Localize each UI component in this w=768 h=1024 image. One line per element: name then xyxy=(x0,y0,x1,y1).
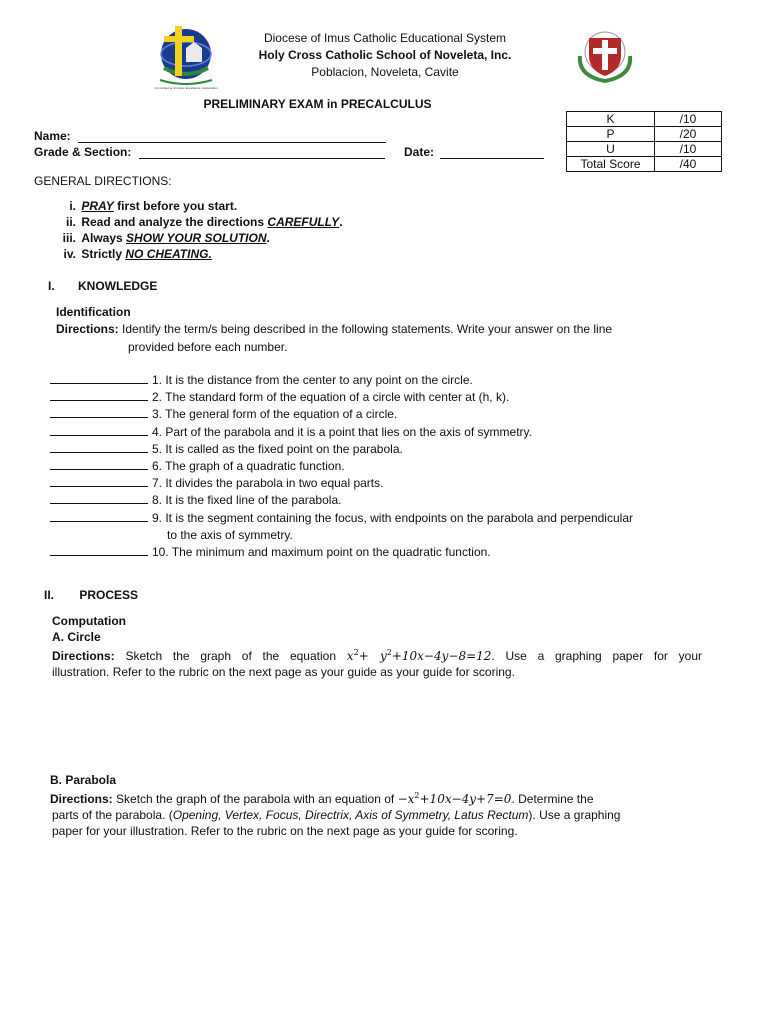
exam-title: PRELIMINARY EXAM in PRECALCULUS xyxy=(203,97,432,111)
parabola-heading: B. Parabola xyxy=(50,773,117,787)
score-row xyxy=(567,142,722,157)
directions-text: Sketch the graph of the equation xyxy=(125,649,337,663)
general-directions-heading: GENERAL DIRECTIONS: xyxy=(34,174,172,188)
item-text: 10. The minimum and maximum point on the quadratic function. xyxy=(152,545,491,560)
section-process-heading xyxy=(44,588,138,602)
direction-emphasis: SHOW YOUR SOLUTION xyxy=(126,231,267,245)
answer-line[interactable] xyxy=(50,372,148,384)
direction-number: iv. xyxy=(63,247,76,261)
direction-text: first before you start. xyxy=(113,199,238,213)
cross-shield-icon xyxy=(572,26,638,84)
score-value: /10 xyxy=(655,112,722,127)
school-name: Holy Cross Catholic School of Noveleta, Inc. xyxy=(258,48,512,62)
score-row xyxy=(567,127,722,142)
parabola-directions xyxy=(50,788,702,839)
direction-item xyxy=(34,214,343,230)
list-item xyxy=(50,406,740,423)
item-text: 6. The graph of a quadratic function. xyxy=(152,459,345,474)
item-text: 8. It is the fixed line of the parabola. xyxy=(152,493,342,508)
school-logo-right xyxy=(572,26,638,84)
list-item xyxy=(50,492,740,509)
list-item xyxy=(50,389,740,406)
direction-item xyxy=(34,230,343,246)
date-row xyxy=(404,145,544,159)
direction-number: i. xyxy=(69,199,76,213)
diocese-line: Diocese of Imus Catholic Educational System xyxy=(263,31,507,45)
answer-line[interactable] xyxy=(50,458,148,470)
direction-emphasis: PRAY xyxy=(81,199,114,213)
item-text: 3. The general form of the equation of a circle. xyxy=(152,407,398,422)
score-value: /10 xyxy=(655,142,722,157)
section-title: KNOWLEDGE xyxy=(78,279,158,293)
direction-text: Read and analyze the directions xyxy=(81,215,268,229)
direction-text: . xyxy=(339,215,343,229)
score-label: U xyxy=(567,142,655,157)
circle-heading: A. Circle xyxy=(52,630,101,644)
list-item xyxy=(50,441,740,458)
directions-text: ). Use a graphing xyxy=(528,808,621,822)
direction-text: . xyxy=(266,231,270,245)
identification-list xyxy=(50,372,740,561)
direction-emphasis: CAREFULLY xyxy=(267,215,340,229)
directions-text: Identify the term/s being described in the following statements. Write your answer on the line xyxy=(122,322,613,336)
answer-line[interactable] xyxy=(50,544,148,556)
direction-item xyxy=(34,198,343,214)
directions-label: Directions: xyxy=(56,322,119,336)
direction-text: Strictly xyxy=(81,247,126,261)
answer-line[interactable] xyxy=(50,475,148,487)
general-directions-list xyxy=(34,198,343,262)
direction-number: ii. xyxy=(65,215,76,229)
answer-line[interactable] xyxy=(50,510,148,522)
score-row xyxy=(567,112,722,127)
answer-line[interactable] xyxy=(50,406,148,418)
identification-subtitle: Identification xyxy=(56,305,131,319)
item-text: 5. It is called as the fixed point on the parabola. xyxy=(152,441,403,456)
list-item xyxy=(50,544,740,561)
logo-motto: Committed to Christian Excellence in Education xyxy=(154,86,218,90)
score-label: P xyxy=(567,127,655,142)
knowledge-directions xyxy=(56,320,726,356)
directions-text: parts of the parabola. ( xyxy=(52,808,173,822)
name-line[interactable] xyxy=(78,130,386,143)
answer-line[interactable] xyxy=(50,441,148,453)
school-address: Poblacion, Noveleta, Cavite xyxy=(311,65,459,79)
directions-text: . Determine the xyxy=(511,792,594,806)
date-label: Date: xyxy=(404,145,435,159)
item-text: 2. The standard form of the equation of a circle with center at (h, k). xyxy=(152,390,510,405)
section-knowledge-heading xyxy=(48,279,157,293)
grade-section-line[interactable] xyxy=(139,146,385,159)
list-item xyxy=(50,475,740,492)
directions-text-cont: illustration. Refer to the rubric on the next page as your guide as your guide for scoring. xyxy=(52,665,515,679)
score-row xyxy=(567,157,722,172)
name-row xyxy=(34,129,386,143)
list-item xyxy=(50,458,740,475)
directions-label: Directions: xyxy=(52,649,115,663)
score-label: Total Score xyxy=(567,157,655,172)
list-item-cont: to the axis of symmetry. xyxy=(167,527,293,542)
score-label: K xyxy=(567,112,655,127)
grade-row xyxy=(34,145,385,159)
answer-line[interactable] xyxy=(50,492,148,504)
date-line[interactable] xyxy=(440,146,544,159)
directions-text-cont: provided before each number. xyxy=(128,340,288,354)
list-item xyxy=(50,424,740,441)
directions-text: Sketch the graph of the parabola with an equation of xyxy=(116,792,395,806)
computation-subtitle: Computation xyxy=(52,614,126,628)
item-text: 9. It is the segment containing the focus, with endpoints on the parabola and perpendicular xyxy=(152,510,633,525)
directions-label: Directions: xyxy=(50,792,113,806)
direction-emphasis: NO CHEATING. xyxy=(125,247,212,261)
answer-line[interactable] xyxy=(50,424,148,436)
circle-equation: $x^2+ y^2+10x-4y-8=12$ xyxy=(346,648,492,663)
parabola-parts: Opening, Vertex, Focus, Directrix, Axis of Symmetry, Latus Rectum xyxy=(172,808,529,822)
list-item xyxy=(50,510,740,527)
direction-item xyxy=(34,246,343,262)
item-text: 7. It divides the parabola in two equal parts. xyxy=(152,476,384,491)
item-text: 4. Part of the parabola and it is a point that lies on the axis of symmetry. xyxy=(152,424,532,439)
name-label: Name: xyxy=(34,129,71,143)
section-number: II. xyxy=(44,588,55,602)
grade-section-label: Grade & Section: xyxy=(34,145,132,159)
direction-number: iii. xyxy=(62,231,76,245)
item-text: 1. It is the distance from the center to any point on the circle. xyxy=(152,373,473,387)
direction-text: Always xyxy=(81,231,127,245)
parabola-equation: $-x^2+10x-4y+7=0$ xyxy=(397,791,512,806)
score-table xyxy=(566,111,722,172)
list-item xyxy=(50,372,740,389)
score-value: /20 xyxy=(655,127,722,142)
directions-text-cont: paper for your illustration. Refer to the rubric on the next page as your guide for scoring. xyxy=(52,824,518,838)
section-number: I. xyxy=(48,279,55,293)
answer-line[interactable] xyxy=(50,389,148,401)
section-title: PROCESS xyxy=(79,588,139,602)
directions-text: . Use a graphing paper for your xyxy=(491,649,703,663)
score-value: /40 xyxy=(655,157,722,172)
circle-directions xyxy=(52,645,702,680)
